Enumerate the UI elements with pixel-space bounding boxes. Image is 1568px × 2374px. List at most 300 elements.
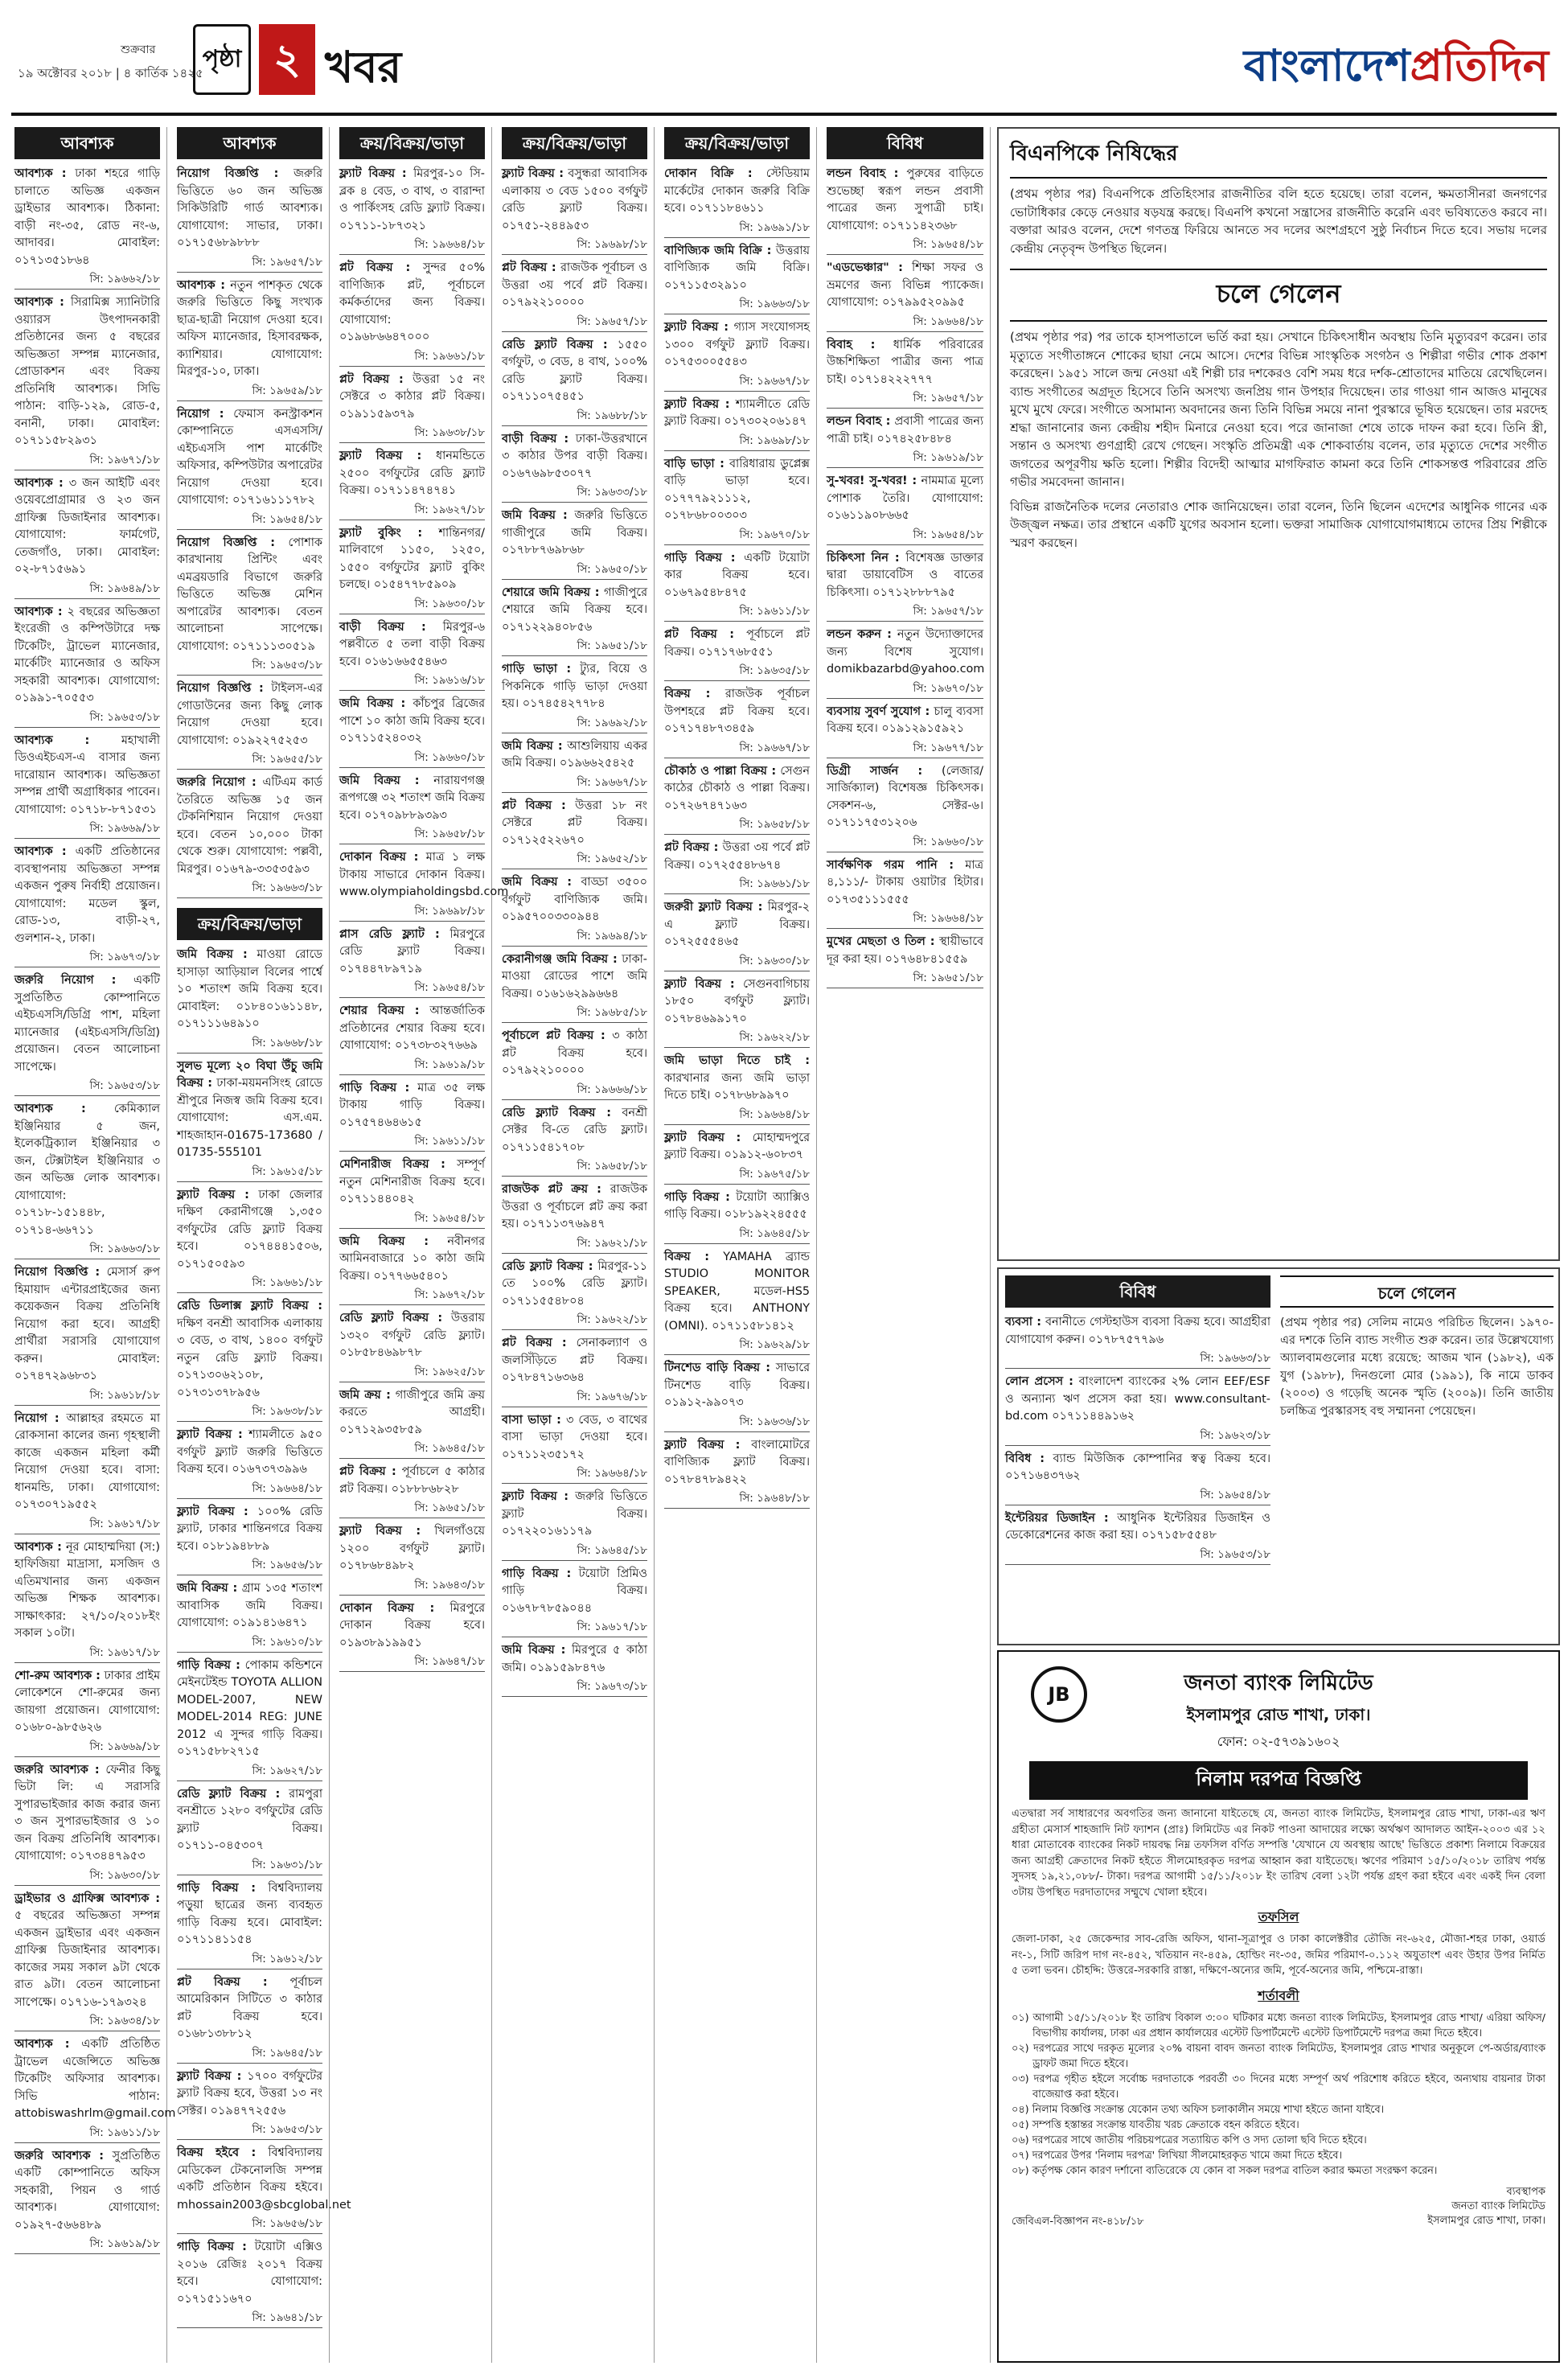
ad-text: জরুরি ভিত্তিতে ফ্ল্যাট বিক্রয়। ০১৭২২০১৬১১৭৯ xyxy=(502,1490,648,1538)
ad-text: সেগুন কাঠের চৌকাঠ ও পাল্লা বিক্রয়। ০১৭২৬৭৪৭১৬৩ xyxy=(664,764,811,812)
ad-text: গ্যাস সংযোগসহ ১৩০০ বর্গফুট ফ্ল্যাট বিক্রয়। ০১৭৫৩০০৫৫৪৩ xyxy=(664,321,810,368)
ad-text: ফেনীর কিছু ভিটা লি: এ সরাসরি সুপারভাইজার কাজ করার জন্য ৩ জন সুপারভাইজার ও ১০ জন বিক্রয় প্রতিনিধি আবশ্যক। যোগাযোগ: ০১৭৩৪৪৭৯৫৩ xyxy=(14,1763,161,1863)
classified-ad xyxy=(502,1566,647,1620)
term-item: ০৫) সম্পত্তি হস্তান্তর সংক্রান্ত যাবতীয় খরচ ক্রেতাকে বহন করিতে হইবে। xyxy=(1012,2118,1299,2131)
ad-reference: সি: ১৯৬৭৩/১৮ xyxy=(502,1678,647,1697)
ad-title: ফ্ল্যাট বিক্রয় : xyxy=(502,1490,569,1503)
ad-reference: সি: ১৯৬৫০/১৮ xyxy=(502,561,647,580)
ad-reference: সি: ১৯৬৬৩/১৮ xyxy=(177,880,322,898)
classified-ad xyxy=(177,1298,322,1403)
ad-title: বিক্রয় হইবে : xyxy=(177,2146,257,2159)
ad-reference: সি: ১৯৬৫১/১৮ xyxy=(502,638,647,656)
classified-ad xyxy=(177,1786,322,1857)
news-paragraph-1: (প্রথম পৃষ্ঠার পর) বিএনপিকে প্রতিহিংসার রাজনীতির বলি হতে হয়েছে। তারা বলেন, ক্ষমতাসীনরা জনগণের ভোটাধিকার কেড়ে নেওয়ার ষড়যন্ত্র করছে। বিএনপি কখনো সন্ত্রাসের রাজনীতি করেনি এবং ভবিষ্যতেও করবে না। বক্তারা আরও বলেন, দেশে গণতন্ত্র ফিরিয়ে আনতে সব দলের অংশগ্রহণে সুষ্ঠু নির্বাচন দিতে হবে। সভায় দলের কেন্দ্রীয় নেতৃবৃন্দ উপস্থিত ছিলেন। xyxy=(1010,187,1547,256)
classified-ad xyxy=(502,798,647,852)
ad-text: উত্তরা ১৫ নং সেক্টরে ৩ কাঠার প্লট বিক্রয়। ০১৯১১৫৯৩৭৯ xyxy=(339,372,485,421)
ad-text: জরুরি ভিত্তিতে গাজীপুরে জমি বিক্রয়। ০১৭৮৮৭৬৯৮৬৮ xyxy=(502,509,648,557)
classified-ad xyxy=(177,1974,322,2045)
ad-title: প্লট বিক্রয় : xyxy=(502,1337,567,1349)
ad-title: নিয়োগ : xyxy=(177,407,224,421)
ad-title: নিয়োগ বিজ্ঞপ্তি : xyxy=(177,167,279,180)
obituary-heading: চলে গেলেন xyxy=(1280,1275,1554,1308)
classified-ad xyxy=(339,1600,485,1654)
classified-ad xyxy=(827,626,983,680)
ad-reference: সি: ১৯৬৭১/১৮ xyxy=(14,452,160,470)
ad-reference: সি: ১৯৬৫৬/১৮ xyxy=(177,2216,322,2234)
classified-column-5 xyxy=(658,127,817,2363)
ad-text: একটি প্রতিষ্ঠানের ব্যবস্থাপনায় অভিজ্ঞতা সম্পন্ন একজন পুরুষ নির্বাহী প্রয়োজন। যোগাযোগ: মডেল স্কুল, রোড-১৩, বাড়ী-২৭, গুলশান-২, ঢাকা। xyxy=(14,845,160,945)
ad-reference: সি: ১৯৬৮৮/১৮ xyxy=(502,408,647,426)
classified-column-4 xyxy=(495,127,655,2363)
ad-title: প্লট বিক্রয় : xyxy=(339,372,404,386)
classified-ad xyxy=(14,294,160,452)
ad-title: ফ্ল্যাট বিক্রয় : xyxy=(177,1428,243,1441)
ad-reference: সি: ১৯৬৪৭/১৮ xyxy=(339,1653,485,1672)
column-heading: ক্রয়/বিক্রয়/ভাড়া xyxy=(664,127,810,159)
ad-title: টিনশেড বাড়ি বিক্রয় : xyxy=(664,1362,770,1374)
ad-reference: সি: ১৯৬৬৪/১৮ xyxy=(827,910,983,929)
ad-reference: সি: ১৯৬১১/১৮ xyxy=(664,603,810,622)
classified-ad xyxy=(827,337,983,391)
ad-title: কেরানীগঞ্জ জমি বিক্রয় : xyxy=(502,952,618,966)
signature-branch: ইসলামপুর রোড শাখা, ঢাকা। xyxy=(1427,2214,1545,2227)
bank-phone: ফোন: ০২-৫৭৩৯১৬০২ xyxy=(1217,1734,1340,1749)
ad-reference: সি: ১৯৬৫৩/১৮ xyxy=(177,2121,322,2140)
ad-reference: সি: ১৯৬২১/১৮ xyxy=(502,1235,647,1254)
ad-text: YAMAHA ব্র্যান্ড STUDIO MONITOR SPEAKER, মডেল-HS5 বিক্রয় হবে। ANTHONY (OMNI). ০১৭১১৫৮১৪১২ xyxy=(664,1250,810,1333)
ad-title: ইন্টেরিয়র ডিজাইন : xyxy=(1005,1511,1109,1525)
ad-title: জমি বিক্রয় : xyxy=(502,509,568,522)
ad-title: গাড়ি বিক্রয় : xyxy=(339,1081,410,1095)
ad-text: নারায়ণগঞ্জ রূপগঞ্জে ৩২ শতাংশ জমি বিক্রয় হবে। ০১৭০৯৮৮৯৩৯৩ xyxy=(339,774,485,822)
ad-text: বারিধারায় ডুপ্লেক্স বাড়ি ভাড়া হবে। ০১৭৭৭৯২১১১২, ০১৭৮৬৮০০৩০৩ xyxy=(664,457,810,522)
ad-text: রাজউক উত্তরা ও পূর্বাচলে প্লট ক্রয় করা হয়। ০১৭১১৩৭৬৯৪৭ xyxy=(502,1183,648,1230)
ad-title: প্লট বিক্রয় : xyxy=(664,841,719,854)
ad-reference: সি: ১৯৬১২/১৮ xyxy=(177,1951,322,1969)
ad-title: জমি বিক্রয় : xyxy=(502,739,563,753)
classified-ad xyxy=(502,431,647,485)
misc-ads-box xyxy=(997,1267,1560,1645)
classified-ad xyxy=(339,1080,485,1134)
ad-reference: সি: ১৯৬৬৪/১৮ xyxy=(339,236,485,255)
ad-reference: সি: ১৯৬৬৪/১৮ xyxy=(502,1465,647,1484)
classified-ad xyxy=(339,773,485,827)
ad-title: রেডি ফ্ল্যাট বিক্রয় : xyxy=(339,1312,443,1325)
term-item: ০৩) দরপত্র গৃহীত হইলে সর্বোচ্চ দরদাতাকে পরবর্তী ৩০ দিনের মধ্যে সম্পূর্ণ অর্থ পরিশোধ করিতে হইবে, অন্যথায় বায়নার টাকা বাজেয়াপ্ত করা হইবে। xyxy=(1012,2072,1545,2101)
ad-reference: সি: ১৯৬১৬/১৮ xyxy=(339,672,485,691)
ad-title: নিয়োগ বিজ্ঞপ্তি : xyxy=(177,536,275,549)
term-item: ০২) দরপত্রের সাথে দরকৃত মূল্যের ২০% বায়না বাবদ জনতা ব্যাংক লিমিটেড, ইসলামপুর রোড শাখার অনুকূলে পে-অর্ডার/ব্যাংক ড্রাফট জমা দিতে হইবে। xyxy=(1012,2042,1545,2070)
column-heading: ক্রয়/বিক্রয়/ভাড়া xyxy=(502,127,647,159)
ad-text: পোশাক কারখানায় প্রিন্টিং এবং এমব্রয়ডারি বিভাগে জরুরি ভিত্তিতে অভিজ্ঞ মেশিন অপারেটর আবশ্যক। বেতন আলোচনা সাপেক্ষে। যোগাযোগ: ০১৭১১১৩০৫১৯ xyxy=(177,536,322,653)
ad-text: সুপ্রতিষ্ঠিত একটি কোম্পানিতে অফিস সহকারী, পিয়ন ও গার্ড আবশ্যক। যোগাযোগ: ০১৯২৭-৫৬৬৪৮৯ xyxy=(14,2149,161,2232)
ad-reference: সি: ১৯৬৬৪/১৮ xyxy=(177,1481,322,1499)
column-heading: আবশ্যক xyxy=(177,127,322,159)
ad-title: ফ্ল্যাট বিক্রয় : xyxy=(502,167,564,180)
ad-title: আবশ্যক : xyxy=(177,278,225,292)
classified-ad xyxy=(177,535,322,658)
ad-reference: সি: ১৯৬৩৪/১৮ xyxy=(14,2013,160,2031)
ad-title: জমি বিক্রয় : xyxy=(339,774,420,787)
ad-text: ঢাকা জেলার দক্ষিণ কেরানীগঞ্জে ১,৩৫০ বর্গফুটের রেডি ফ্ল্যাট বিক্রয় হবে। ০১৭৪৪৪১৫০৬, ০১৭১৫০৫৯৩ xyxy=(177,1188,323,1271)
ad-title: ফ্ল্যাট বিক্রয় : xyxy=(664,977,735,991)
classified-ad xyxy=(502,166,647,236)
brand-part-a: বাংলাদেশ xyxy=(1243,39,1410,91)
ad-reference: সি: ১৯৬৫৭/১৮ xyxy=(827,603,983,622)
ad-reference: সি: ১৯৬৬৬/১৮ xyxy=(502,1082,647,1100)
ad-text: একটি সুপ্রতিষ্ঠিত কোম্পানিতে এইচএসসি/ডিগ্রি পাশ, মহিলা ম্যানেজার (এইচএসসি/ডিগ্রি) প্রয়োজন। বেতন আলোচনা সাপেক্ষে। xyxy=(14,974,160,1074)
ad-reference: সি: ১৯৬৬২/১৮ xyxy=(14,271,160,290)
ad-text: আল্লাহর রহমতে মা রোকসানা কালের জন্য গৃহস্থালী কাজে একজন মহিলা কর্মী নিয়োগ দেওয়া হবে। বাসা: ধানমন্ডি, ঢাকা। যোগাযোগ: ০১৭৩০৭১৯৫৫২ xyxy=(14,1411,161,1511)
term-item: ০৭) দরপত্রের উপর 'নিলাম দরপত্র' লিখিয়া সীলমোহরকৃত খামে জমা দিতে হইবে। xyxy=(1012,2149,1342,2162)
ad-reference: সি: ১৯৬৭৩/১৮ xyxy=(14,949,160,967)
ad-title: মুখের মেছতা ও তিল : xyxy=(827,935,935,948)
classified-ad xyxy=(664,899,810,953)
ad-title: প্লাস রেডি ফ্ল্যাট : xyxy=(339,927,440,941)
page-label: পৃষ্ঠা xyxy=(193,24,251,95)
ad-text: নূর মোহাম্মদিয়া (স:) হাফিজিয়া মাদ্রাসা, মসজিদ ও এতিমখানার জন্য একজন অভিজ্ঞ শিক্ষক আবশ্যক। সাক্ষাৎকার: ২৭/১০/২০১৮ইং সকাল ১০টা। xyxy=(14,1540,160,1640)
classified-ad xyxy=(827,857,983,911)
notice-intro: এতদ্বারা সর্ব সাধারণের অবগতির জন্য জানানো যাইতেছে যে, জনতা ব্যাংক লিমিটেড, ইসলামপুর রোড শাখা, ঢাকা-এর ঋণ গ্রহীতা মেসার্স শাহজাদি নিট ফ্যাশন (প্রাঃ) লিমিটেড এর নিকট পাওনা আদায়ের লক্ষ্যে অর্থঋণ আদালত আইন-২০০৩ এর ১২ ধারা মোতাবেক ব্যাংকের নিকট দায়বদ্ধ নিম্ন তফসিল বর্ণিত সম্পত্তি 'যেখানে যে অবস্থায় আছে' ভিত্তিতে প্রকাশ্য নিলামে বিক্রয়ের জন্য আগ্রহী ক্রেতাদের নিকট হইতে সীলমোহরকৃত দরপত্র আহ্বান করা যাইতেছে। ঋণের পরিমাণ ১৫/১০/২০১৮ তারিখ পর্যন্ত সুদসহ ১৯,২১,০৮৮/- টাকা। দরপত্র আগামী ১৫/১১/২০১৮ ইং তারিখ বেলা ১২টা পর্যন্ত গ্রহণ করা হইবে এবং একই দিন বেলা ৩টায় উপস্থিত দরদাতাদের সম্মুখে খোলা হইবে। xyxy=(1012,1808,1545,1899)
classified-ad xyxy=(664,976,810,1030)
news-headline-2: চলে গেলেন xyxy=(1010,269,1547,322)
ad-reference: সি: ১৯৬৭৬/১৮ xyxy=(502,1389,647,1407)
classified-ad xyxy=(177,1657,322,1763)
ad-reference: সি: ১৯৬৪১/১৮ xyxy=(177,2310,322,2328)
classified-ad xyxy=(339,1234,485,1288)
classified-ad xyxy=(14,1762,160,1867)
classified-ad xyxy=(664,1130,810,1166)
classified-ad xyxy=(14,1668,160,1739)
ad-title: গাড়ি বিক্রয় : xyxy=(664,1190,730,1204)
ad-reference: সি: ১৯৬৫২/১৮ xyxy=(502,851,647,869)
ad-text: ঢাকা-উত্তরখানে ৩ কাঠার উপর বাড়ী বিক্রয়। ০১৬৭৬৯৮৫৩০৭৭ xyxy=(502,432,648,480)
ad-text: চালু ব্যবসা বিক্রয় হবে। ০১৯১২৯১৫৯২১ xyxy=(827,704,984,735)
ad-title: ফ্ল্যাট বিক্রয় : xyxy=(339,450,422,462)
ad-reference: সি: ১৯৬২৯/১৮ xyxy=(664,1337,810,1355)
ad-text: কেমিক্যাল ইঞ্জিনিয়ার ৫ জন, ইলেকট্রিক্যাল ইঞ্জিনিয়ার ৩ জন, টেক্সটাইল ইঞ্জিনিয়ার ৩ জন অভিজ্ঞ লোক আবশ্যক। যোগাযোগ: ০১৭১৮-১৫১৪৪৮, ০১৭১৪-৬৬৭১১ xyxy=(14,1103,160,1237)
classified-ad xyxy=(177,680,322,751)
ad-title: লন্ডন করুন : xyxy=(827,628,892,641)
classified-ad xyxy=(664,763,810,817)
classified-ad xyxy=(14,1891,160,2014)
ad-text: মাত্র ৪,১১১/- টাকায় ওয়াটার হিটার। ০১৭৩৫১১১৫৫৫ xyxy=(827,858,983,906)
news-paragraph-2: (প্রথম পৃষ্ঠার পর) পর তাকে হাসপাতালে ভর্তি করা হয়। সেখানে চিকিৎসাধীন অবস্থায় তিনি মৃত্যুবরণ করেন। তার মৃত্যুতে সংগীতাঙ্গনে শোকের ছায়া নেমে আসে। দেশের বিভিন্ন সাংস্কৃতিক সংগঠন ও শিল্পীরা গভীর শোক প্রকাশ করেছেন। ১৯৫১ সালে জন্ম নেওয়া এই শিল্পী চার দশকেরও বেশি সময় ধরে দর্শক-শ্রোতাদের মাতিয়ে রেখেছিলেন। ব্যান্ড সংগীতের অগ্রদূত হিসেবে তিনি অসংখ্য জনপ্রিয় গান উপহার দিয়েছেন। তার গাওয়া গান আজও মানুষের মুখে মুখে ফেরে। সংগীতে অসামান্য অবদানের জন্য তিনি বিভিন্ন সময়ে নানা পুরস্কারে ভূষিত হয়েছেন। তার মরদেহ শ্রদ্ধা জানানোর জন্য কেন্দ্রীয় শহীদ মিনারে নেওয়া হবে। পরে জানাজা শেষে তাকে দাফন করা হবে। তিনি স্ত্রী, সন্তান ও অসংখ্য গুণগ্রাহী রেখে গেছেন। সংস্কৃতি প্রতিমন্ত্রী এক শোকবার্তায় বলেন, তার মৃত্যুতে দেশের সংগীত জগতের অপূরণীয় ক্ষতি হলো। শিল্পীর বিদেহী আত্মার মাগফিরাত কামনা করে তিনি শোকসন্তপ্ত পরিবারের প্রতি গভীর সমবেদনা জানান। xyxy=(1010,330,1547,489)
classified-ad xyxy=(664,686,810,740)
ad-title: ফ্ল্যাট বিক্রয় : xyxy=(177,1505,248,1518)
classified-ad xyxy=(177,947,322,1035)
ad-reference: সি: ১৯৬৬৩/১৮ xyxy=(1005,1350,1270,1369)
ad-reference: সি: ১৯৬৭৭/১৮ xyxy=(827,740,983,758)
ad-text: উত্তরা ১৮ নং সেক্টরে প্লট বিক্রয়। ০১৭১২৫২২৬৭০ xyxy=(502,799,647,847)
classified-ad xyxy=(502,260,647,314)
classified-ad xyxy=(177,2145,351,2216)
ad-text: মেসার্স রুপ হিমায়াদ এন্টারপ্রাইজের জন্য কয়েকজন বিক্রয় প্রতিনিধি নিয়োগ করা হবে। আগ্রহী প্রার্থীরা সরাসরি যোগাযোগ করুন। মোবাইল: ০১৭৪৭২৯৬৮৩১ xyxy=(14,1266,160,1382)
column-heading: আবশ্যক xyxy=(14,127,160,159)
ad-title: গাড়ি বিক্রয় : xyxy=(502,1567,572,1580)
ad-title: ফ্ল্যাট বিক্রয় : xyxy=(177,2069,242,2083)
ad-text: আশুলিয়ায় একর জমি বিক্রয়। ০১৯৬৬২৫৪২৫ xyxy=(502,739,647,770)
ad-title: প্লট বিক্রয় : xyxy=(664,628,735,641)
ad-reference: সি: ১৯৬৭২/১৮ xyxy=(339,1287,485,1305)
ad-text: ব্যান্ড মিউজিক কোম্পানির স্বত্ব বিক্রয় হবে। ০১৭১৬৪৩৭৬২ xyxy=(1005,1452,1270,1482)
bank-auction-notice xyxy=(997,1650,1560,2363)
ad-title: বিবাহ : xyxy=(827,338,876,351)
ad-text: মিরপুরে রেডি ফ্ল্যাট বিক্রয়। ০১৭৪৪৭৮৯৭১৯ xyxy=(339,927,486,975)
ad-title: নিয়োগ বিজ্ঞপ্তি : xyxy=(14,1266,101,1279)
classified-ad xyxy=(177,1058,322,1164)
ad-title: বাড়ী বিক্রয় : xyxy=(339,620,426,634)
ad-text: ঢাকা-ময়মনসিংহ রোডে শ্রীপুরে নিজস্ব জমি বিক্রয় হবে। যোগাযোগ: এস.এম. শাহজাহান-01675-173680 / 01735-555101 xyxy=(177,1077,322,1159)
signature-role: ব্যবস্থাপক xyxy=(1506,2185,1545,2198)
classified-ad xyxy=(502,738,647,774)
ad-reference: সি: ১৯৬৬০/১৮ xyxy=(339,750,485,768)
term-item: ০৮) কর্তৃপক্ষ কোন কারণ দর্শানো ব্যতিরেকে যে কোন বা সকল দরপত্র বাতিল করার ক্ষমতা সংরক্ষণ করেন। xyxy=(1012,2164,1438,2177)
newspaper-logo xyxy=(1244,32,1549,105)
ad-title: লন্ডন বিবাহ : xyxy=(827,415,891,428)
ad-title: রেডি ডিলাক্স ফ্ল্যাট বিক্রয় : xyxy=(177,1300,322,1312)
ad-reference: সি: ১৯৬৬৭/১৮ xyxy=(502,774,647,793)
ad-title: রেডি ফ্ল্যাট বিক্রয় : xyxy=(502,1259,593,1273)
classified-ad xyxy=(339,619,485,673)
ad-title: আবশ্যক : xyxy=(14,605,63,618)
ad-text: ঢাকা-মাওয়া রোডের পাশে জমি বিক্রয়। ০১৬১৬২৯৯৬৬৪ xyxy=(502,952,647,1000)
ad-text: ১৫৫০ বর্গফুট, ৩ বেড, ৪ বাথ, ১০০% রেডি ফ্ল্যাট বিক্রয়। ০১৭১১০৭৫৪৫১ xyxy=(502,338,647,403)
ad-title: গাড়ি ভাড়া : xyxy=(502,663,572,676)
classified-ad xyxy=(664,243,810,297)
classified-ad xyxy=(14,2036,176,2125)
ad-title: জমি বিক্রয় : xyxy=(339,1234,429,1248)
classified-column-3 xyxy=(333,127,509,2363)
ad-title: ফ্ল্যাট বিক্রয় : xyxy=(664,1131,741,1144)
classified-ad xyxy=(339,372,485,425)
ad-text: দক্ষিণ বনশ্রী আবাসিক এলাকায় ৩ বেড, ৩ বাথ, ১৪০০ বর্গফুট নতুন রেডি ফ্ল্যাট বিক্রয়। ০১৭১৩০৬২১০৮, ০১৭৩১৩৭৮৯৫৬ xyxy=(177,1316,322,1399)
ad-title: মেশিনারীজ বিক্রয় : xyxy=(339,1158,445,1171)
ad-title: সুলভ মূল্যে ২০ বিঘা উঁচু জমি বিক্রয় : xyxy=(177,1059,322,1090)
ad-text: মিরপুর-১০ সি-ব্লক ৪ বেড, ৩ বাথ, ৩ বারান্দা ও পার্কিংসহ রেডি ফ্ল্যাট বিক্রয়। ০১৭১১-১৮৭৩২১ xyxy=(339,167,485,232)
ad-reference: সি: ১৯৬৯৮/১৮ xyxy=(664,433,810,451)
ad-reference: সি: ১৯৬১০/১৮ xyxy=(177,1634,322,1653)
classified-ad xyxy=(339,448,485,502)
classified-ad xyxy=(502,1335,647,1389)
ad-reference: সি: ১৯৬৩৮/১৮ xyxy=(177,1403,322,1422)
ad-reference: সি: ১৯৬৬৭/১৮ xyxy=(664,373,810,392)
classified-ad xyxy=(502,1412,647,1466)
ad-reference: সি: ১৯৬৮৫/১৮ xyxy=(502,1004,647,1023)
schedule-text: জেলা-ঢাকা, ২৫ জেকেন্দার সাব-রেজি অফিস, থানা-সূত্রাপুর ও ঢাকা কালেক্টরীর তৌজি নং-৬২৫, মৌজা-শহর ঢাকা, ওয়ার্ড নং-১, সিটি জরিপ দাগ নং-৪৫২, খতিয়ান নং-৪৫৯, হোল্ডিং নং-৩৫, জমির পরিমাণ-০.১১২ অযুতাংশ এবং উহার উপর নির্মিত ৫ তলা ভবন। চৌহদ্দি: উত্তরে-সরকারি রাস্তা, দক্ষিণে-অন্যের জমি, পূর্বে-অন্যের জমি, পশ্চিমে-রাস্তা। xyxy=(1012,1933,1545,1977)
ad-reference: সি: ১৯৬৬৮/১৮ xyxy=(177,1035,322,1054)
classified-column-1 xyxy=(8,127,176,2363)
ad-text: ২ বছরের অভিজ্ঞতা ইংরেজী ও কম্পিউটারে দক্ষ টিকেটিং, ট্রাভেল ম্যানেজার, মার্কেটিং ম্যানেজার ও অফিস সহকারী আবশ্যক। যোগাযোগ: ০১৯৯১-৭০৫৫৩ xyxy=(14,605,160,704)
classified-ad xyxy=(827,934,983,970)
ad-text: বাংলামোটরে বাণিজ্যিক ফ্ল্যাট বিক্রয়। ০১৭৮৪৭৮৯৪২২ xyxy=(664,1438,811,1486)
ad-text: স্টেডিয়াম মার্কেটের দোকান জরুরি বিক্রি হবে। ০১৭১১৮৪৬১১ xyxy=(664,167,810,215)
classified-ad xyxy=(177,406,322,511)
ad-title: সার্বক্ষণিক গরম পানি : xyxy=(827,858,954,872)
ad-text: উত্তরায় বাণিজ্যিক জমি বিক্রি। ০১৭১১৫৩২৯১০ xyxy=(664,244,810,292)
ad-title: প্লট বিক্রয় : xyxy=(502,799,566,812)
classified-ad xyxy=(177,1427,322,1481)
ad-reference: সি: ১৯৬৩০/১৮ xyxy=(339,596,485,614)
ad-title: আবশ্যক : xyxy=(14,1103,86,1115)
ad-title: গাড়ি বিক্রয় : xyxy=(177,1881,257,1895)
ad-reference: সি: ১৯৬২৩/১৮ xyxy=(1005,1427,1270,1446)
classified-ad xyxy=(14,844,160,949)
classified-ad xyxy=(1005,1451,1270,1487)
ad-text: সুন্দর ৫০% বাণিজ্যিক প্লট, পূর্বাচলে কর্মকর্তাদের জন্য বিক্রয়। যোগাযোগ: ০১৯৬৮৬৬৪৭০০০ xyxy=(339,261,486,343)
ad-text: উত্তরা ৩য় পর্বে প্লট বিক্রয়। ০১৭২৫৫৪৮৬৭৪ xyxy=(664,841,811,872)
ad-reference: সি: ১৯৬৩৬/১৮ xyxy=(664,1414,810,1432)
brand-part-b: প্রতিদিন xyxy=(1410,39,1549,91)
classified-ad xyxy=(177,2239,322,2310)
ad-title: প্লট বিক্রয় : xyxy=(339,1465,396,1478)
ad-reference: সি: ১৯৬৩১/১৮ xyxy=(177,1857,322,1875)
ad-text: পূর্বাচলে ৫ কাঠার প্লট বিক্রয়। ০১৮৮৮৬৮২৮ xyxy=(339,1465,486,1496)
ad-reference: সি: ১৯৬৩৫/১৮ xyxy=(664,663,810,681)
ad-reference: সি: ১৯৬৫৬/১৮ xyxy=(177,1557,322,1575)
classified-ad xyxy=(177,277,322,383)
ad-text: বসুন্ধরা আবাসিক এলাকায় ৩ বেড ১৫০০ বর্গফুট রেডি ফ্ল্যাট বিক্রয়। ০১৭৫১-২৪৪৯৫৩ xyxy=(502,167,647,232)
ad-title: বাড়ী বিক্রয় : xyxy=(502,432,569,446)
ad-text: গাজীপুরে জমি ক্রয় করতে আগ্রহী। ০১৭১২৯৩৫৮৫৯ xyxy=(339,1388,485,1436)
ad-reference: সি: ১৯৬৫৩/১৮ xyxy=(14,1078,160,1096)
classified-ad xyxy=(339,1523,485,1577)
ad-reference: সি: ১৯৬৫৪/১৮ xyxy=(1005,1487,1270,1505)
classified-ad xyxy=(14,166,160,271)
classified-ad xyxy=(502,337,647,408)
ad-title: জমি বিক্রয় : xyxy=(177,948,248,961)
classified-ad xyxy=(177,166,322,254)
ad-reference: সি: ১৯৬২৭/১৮ xyxy=(177,1763,322,1781)
classified-ad xyxy=(1005,1374,1270,1427)
page-header xyxy=(0,0,1568,113)
classified-ad xyxy=(14,475,160,581)
ad-text: সাভারে টিনশেড বাড়ি বিক্রয়। ০১৯১২-৯৯০৭৩ xyxy=(664,1362,811,1409)
ad-text: এটিএম কার্ড তৈরিতে অভিজ্ঞ ১৫ জন টেকনিশিয়ান নিয়োগ দেওয়া হবে। বেতন ১০,০০০ টাকা থেকে শুরু। যোগাযোগ: পল্লবী, মিরপুর। ০১৬৭৯-৩৩৫৩৫৯৩ xyxy=(177,776,322,876)
ad-text: সেগুনবাগিচায় ১৮৫০ বর্গফুট ফ্ল্যাট। ০১৭৮৪৬৯৯১৭০ xyxy=(664,977,811,1025)
ad-title: ব্যবসা : xyxy=(1005,1316,1042,1329)
classified-ad xyxy=(827,763,983,834)
classified-ad xyxy=(664,456,810,527)
classified-ad xyxy=(502,1642,647,1678)
ad-title: দোকান বিক্রি : xyxy=(664,167,753,180)
ad-text: ১৭০০ বর্গফুটের ফ্ল্যাট বিক্রয় হবে, উত্তরা ১৩ নং সেক্টর। ০১৯৪৭৭২৫৫৬ xyxy=(177,2069,323,2117)
ad-title: দোকান বিক্রয় : xyxy=(339,1601,435,1615)
ad-text: জরুরি ভিত্তিতে ৬০ জন অভিজ্ঞ সিকিউরিটি গার্ড আবশ্যক। যোগাযোগ: সাভার, ঢাকা। ০১৭১৫৬৮৯৮৮৮ xyxy=(177,167,322,249)
ad-title: জরুরি আবশ্যক : xyxy=(14,2149,105,2162)
ad-text: একটি প্রতিষ্ঠিত ট্রাভেল এজেন্সিতে অভিজ্ঞ টিকেটিং অফিসার আবশ্যক। সিভি পাঠান: attobiswashrlm@gmail.com xyxy=(14,2038,176,2120)
terms-list xyxy=(1012,2011,1545,2179)
ad-title: বিক্রয় : xyxy=(664,1250,710,1263)
classified-ad xyxy=(827,704,983,740)
ad-title: প্লট বিক্রয় : xyxy=(339,261,411,274)
ad-reference: সি: ১৯৬৬৪/১৮ xyxy=(827,314,983,332)
ad-reference: সি: ১৯৬৬১/১৮ xyxy=(664,876,810,894)
ad-title: বিবিধ : xyxy=(1005,1452,1045,1465)
ad-reference: সি: ১৯৬৫৪/১৮ xyxy=(339,980,485,998)
ad-reference: সি: ১৯৬৬৪/১৮ xyxy=(664,1107,810,1125)
classified-ad xyxy=(177,1880,322,1951)
ad-reference: সি: ১৯৬৪৫/১৮ xyxy=(664,1226,810,1244)
ad-text: ঢাকা শহরে গাড়ি চালাতে অভিজ্ঞ একজন ড্রাইভার আবশ্যক। ঠিকানা: বাড়ী নং-৩৫, রোড নং-৬, আদাবর। মোবাইল: ০১৭১৩৫১৮৬৪ xyxy=(14,167,160,267)
ad-reference: সি: ১৯৬১১/১৮ xyxy=(14,2125,160,2143)
ad-text: ঢাকার প্রাইম লোকেশনে শো-রুমের জন্য জায়গা প্রয়োজন। যোগাযোগ: ০১৬৮০-৯৮৫৬২৬ xyxy=(14,1669,160,1734)
ad-text: শ্যামলীতে ৯৫০ বর্গফুট ফ্ল্যাট জরুরি ভিত্তিতে বিক্রয় হবে। ০১৬৭৩৭৩৯৯৬ xyxy=(177,1428,322,1476)
ad-title: আবশ্যক : xyxy=(14,296,64,309)
ad-reference: সি: ১৯৬৫৭/১৮ xyxy=(177,254,322,273)
classified-ad xyxy=(502,585,647,639)
ad-text: নামমাত্র মূল্যে পোশাক তৈরি। যোগাযোগ: ০১৬১১৯০৮৬৬৫ xyxy=(827,474,983,522)
ad-reference: সি: ১৯৬৫৩/১৮ xyxy=(177,657,322,676)
column-heading-secondary: ক্রয়/বিক্রয়/ভাড়া xyxy=(177,908,322,940)
ad-title: জমি ভাড়া দিতে চাই : xyxy=(664,1054,810,1067)
ad-text: মিরপুরে দোকান বিক্রয় হবে। ০১৯৩৮৯১৯৯৫১ xyxy=(339,1601,485,1649)
header-rule xyxy=(11,113,1557,116)
classified-ad xyxy=(664,1437,810,1491)
classified-column-6 xyxy=(820,127,991,2363)
ad-title: শেয়ারে জমি বিক্রয় : xyxy=(502,585,600,599)
ad-text: মিরপুর-১১ তে ১০০% রেডি ফ্ল্যাট। ০১৭১১৫৫৪৮০৪ xyxy=(502,1259,647,1308)
ad-text: টাইলস-এর গোডাউনের জন্য কিছু লোক নিয়োগ দেওয়া হবে। যোগাযোগ: ০১৯২২৭৫২৫৩ xyxy=(177,682,322,747)
classified-ad xyxy=(664,319,810,373)
ad-reference: সি: ১৯৬৪৫/১৮ xyxy=(502,1542,647,1561)
ad-title: ফ্ল্যাট বিক্রয় : xyxy=(177,1188,249,1201)
ad-title: বাড়ি ভাড়া : xyxy=(664,457,724,470)
ad-title: আবশ্যক : xyxy=(14,2038,70,2051)
ad-reference: সি: ১৯৬৭০/১৮ xyxy=(827,680,983,699)
classified-ad xyxy=(502,874,647,928)
ad-reference: সি: ১৯৬৫৪/১৮ xyxy=(827,236,983,255)
column-heading: ক্রয়/বিক্রয়/ভাড়া xyxy=(339,127,485,159)
ad-title: শো-রুম আবশ্যক : xyxy=(14,1669,101,1682)
ad-text: ৩ জন আইটি এবং ওয়েবপ্রোগ্রামার ও ২৩ জন গ্রাফিক্স ডিজাইনার আবশ্যক। যোগাযোগ: ফার্মগেট, তেজগাঁও, ঢাকা। মোবাইল: ০২-৮৭১৫৬৯১ xyxy=(14,476,160,576)
classified-ad xyxy=(177,1187,322,1275)
ad-text: রাজউক পূর্বাচল উপশহরে প্লট বিক্রয় হবে। ০১৭১৭৪৮৭৩৪৫৯ xyxy=(664,688,811,735)
ad-text: পুরুষের বাড়িতে শুভেচ্ছা স্বরূপ লন্ডন প্রবাসী পাত্রের জন্য সুপাত্রী চাই। যোগাযোগ: ০১৭১১৪২৩৬৮ xyxy=(827,167,984,232)
ad-reference: সি: ১৯৬১৭/১৮ xyxy=(14,1645,160,1663)
ad-reference: সি: ১৯৬৩০/১৮ xyxy=(664,953,810,971)
ad-reference: সি: ১৯৬৫৭/১৮ xyxy=(827,390,983,409)
ad-reference: সি: ১৯৬৫৯/১৮ xyxy=(177,383,322,401)
classified-ad xyxy=(664,1053,810,1107)
classified-ad xyxy=(14,2148,160,2236)
ad-text: মিরপুর-২ এ ফ্ল্যাট বিক্রয়। ০১৭২৫৫৫৪৬৫ xyxy=(664,901,810,948)
ad-title: জমি ক্রয় : xyxy=(339,1388,391,1402)
ad-reference: সি: ১৯৬৬১/১৮ xyxy=(339,348,485,367)
classified-ad xyxy=(339,849,509,903)
ad-reference: সি: ১৯৬৩৩/১৮ xyxy=(502,484,647,503)
ad-reference: সি: ১৯৬১৫/১৮ xyxy=(177,1164,322,1182)
ad-text: ট্যুর, বিয়ে ও পিকনিকে গাড়ি ভাড়া দেওয়া হয়। ০১৭৪৫৪২৭৭৮৪ xyxy=(502,663,647,710)
classified-ad xyxy=(339,1464,485,1500)
classified-ad xyxy=(339,1003,485,1057)
ad-text: নতুন পাশকৃত থেকে জরুরি ভিত্তিতে কিছু সংখ্যক ছাত্র-ছাত্রী নিয়োগ দেওয়া হবে। অফিস ম্যানেজার, হিসাবরক্ষক, ক্যাশিয়ার। যোগাযোগ: মিরপুর-১০, ঢাকা। xyxy=(177,278,322,378)
ad-text: মাত্র ৩৫ লক্ষ টাকায় গাড়ি বিক্রয়। ০১৭৫৭৪৬৪৬১৫ xyxy=(339,1081,485,1129)
ad-title: আবশ্যক : xyxy=(14,167,67,180)
ad-text: সেনাকল্যাণ ও জলসিঁড়িতে প্লট বিক্রয়। ০১৭৮৪৭১৬৩৬৪ xyxy=(502,1337,647,1384)
ad-reference: সি: ১৯৬৫৩/১৮ xyxy=(14,709,160,728)
ad-reference: সি: ১৯৬৩৮/১৮ xyxy=(339,425,485,443)
ad-reference: সি: ১৯৬৯৮/১৮ xyxy=(502,236,647,255)
ad-reference: সি: ১৯৬৯২/১৮ xyxy=(502,715,647,733)
classified-ad xyxy=(339,525,485,596)
ad-text: ফেমাস কনস্ট্রাকশন কোম্পানিতে এসএসসি/এইচএসসি পাশ মার্কেটিং অফিসার, কম্পিউটার অপারেটর নিয়োগ দেওয়া হবে। যোগাযোগ: ০১৭১৬১১১৭৮২ xyxy=(177,407,322,507)
ad-text: নতুন উদ্যোক্তাদের জন্য বিশেষ সুযোগ। domikbazarbd@yahoo.com xyxy=(827,628,985,676)
ad-title: রেডি ফ্ল্যাট বিক্রয় : xyxy=(177,1787,281,1801)
ad-title: নিয়োগ বিজ্ঞপ্তি : xyxy=(177,682,264,695)
classified-ad xyxy=(664,166,810,220)
issue-date: ১৯ অক্টোবর ২০১৮ | ৪ কার্তিক ১৪২৫ xyxy=(18,66,203,80)
